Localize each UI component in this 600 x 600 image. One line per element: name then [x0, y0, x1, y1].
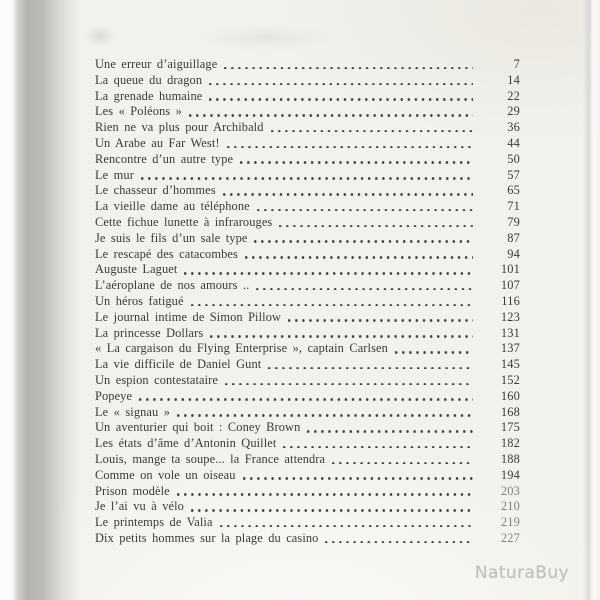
toc-entry-page-number: 137	[500, 341, 520, 356]
toc-entry-page-number: 29	[507, 104, 520, 119]
toc-entry-page-number: 116	[501, 293, 520, 308]
dot-leader	[245, 256, 473, 259]
dot-leader	[332, 462, 473, 465]
toc-entry-page-number: 227	[500, 530, 520, 545]
toc-entry-title: Comme on vole un oiseau	[95, 467, 236, 482]
toc-entry	[95, 357, 520, 373]
toc-entry	[95, 531, 520, 547]
toc-entry	[95, 341, 520, 357]
toc-entry-page-number: 175	[500, 420, 520, 435]
toc-entry-title: Une erreur d’aiguillage	[95, 57, 218, 71]
toc-entry-page-number: 182	[500, 436, 520, 451]
toc-entry	[95, 468, 520, 484]
table-of-contents	[95, 57, 520, 547]
toc-entry-title: Les états d’âme d’Antonin Quillet	[95, 436, 277, 451]
toc-entry-page-number: 194	[500, 467, 520, 482]
dot-leader	[210, 335, 473, 338]
toc-entry-title: Un Arabe au Far West!	[95, 135, 220, 150]
toc-entry-title: Rien ne va plus pour Archibald	[95, 120, 264, 135]
toc-entry	[95, 515, 520, 531]
toc-entry	[95, 436, 520, 452]
dot-leader	[224, 67, 473, 70]
toc-entry	[95, 278, 520, 294]
toc-entry	[95, 262, 520, 278]
naturabuy-watermark: NaturaBuy	[474, 563, 569, 583]
toc-entry	[95, 231, 520, 247]
toc-entry-title: Prison modèle	[95, 483, 170, 498]
dot-leader	[268, 367, 473, 370]
toc-entry	[95, 294, 520, 310]
toc-entry-title: Un héros fatigué	[95, 293, 184, 308]
toc-entry	[95, 183, 520, 199]
dot-leader	[177, 414, 473, 417]
toc-entry	[95, 120, 520, 136]
dot-leader	[223, 193, 473, 196]
toc-entry	[95, 389, 520, 405]
dot-leader	[227, 146, 473, 149]
toc-entry-page-number: 50	[507, 151, 520, 166]
dot-leader	[257, 209, 473, 212]
dot-leader	[141, 177, 473, 180]
toc-entry-title: Le printemps de Valia	[95, 515, 213, 530]
toc-entry	[95, 215, 520, 231]
toc-entry-page-number: 131	[500, 325, 520, 340]
toc-entry	[95, 57, 520, 73]
dot-leader	[209, 83, 473, 86]
dot-leader	[191, 304, 473, 307]
toc-entry	[95, 310, 520, 326]
toc-entry	[95, 89, 520, 105]
toc-entry-title: Le « signau »	[95, 404, 171, 419]
toc-entry-page-number: 44	[507, 135, 520, 150]
toc-entry	[95, 499, 520, 515]
toc-entry-title: Le chasseur d’hommes	[95, 183, 216, 198]
toc-entry-title: Le journal intime de Simon Pillow	[95, 309, 282, 324]
dot-leader	[220, 525, 473, 528]
dot-leader	[243, 477, 474, 480]
dot-leader	[325, 541, 473, 544]
toc-entry-page-number: 123	[500, 309, 520, 324]
toc-entry-title: Louis, mange ta soupe... la France attendra	[95, 451, 326, 466]
toc-entry-title: Je suis le fils d’un sale type	[95, 230, 248, 245]
toc-entry-title: Popeye	[95, 388, 133, 403]
toc-entry	[95, 199, 520, 215]
toc-entry-page-number: 87	[507, 230, 520, 245]
toc-entry-page-number: 57	[507, 167, 520, 182]
dot-leader	[271, 130, 473, 133]
toc-entry-title: La queue du dragon	[95, 72, 203, 87]
toc-entry-page-number: 94	[507, 246, 520, 261]
toc-entry	[95, 420, 520, 436]
dot-leader	[184, 272, 473, 275]
toc-entry-title: Cette fichue lunette à infrarouges	[95, 214, 273, 229]
toc-entry-title: La vieille dame au téléphone	[95, 199, 250, 214]
toc-entry-title: L’aéroplane de nos amours ..	[95, 278, 250, 293]
toc-entry	[95, 247, 520, 263]
toc-entry-page-number: 36	[507, 120, 520, 135]
toc-entry-title: « La cargaison du Flying Enterprise », captain Carlsen	[95, 341, 388, 356]
toc-entry-page-number: 7	[513, 57, 520, 71]
toc-entry-page-number: 71	[507, 199, 520, 214]
dot-leader	[189, 114, 473, 117]
dot-leader	[209, 98, 473, 101]
dot-leader	[225, 383, 473, 386]
toc-entry-page-number: 14	[507, 72, 520, 87]
dot-leader	[240, 161, 473, 164]
toc-entry-title: Auguste Laguet	[95, 262, 178, 277]
toc-entry-title: Un espion contestataire	[95, 372, 218, 387]
toc-entry	[95, 405, 520, 421]
toc-entry	[95, 484, 520, 500]
toc-entry-page-number: 203	[500, 483, 520, 498]
toc-entry-title: Un aventurier qui boit : Coney Brown	[95, 420, 301, 435]
toc-entry-page-number: 168	[500, 404, 520, 419]
toc-entry-page-number: 22	[507, 88, 520, 103]
toc-entry-page-number: 101	[500, 262, 520, 277]
toc-entry-page-number: 79	[507, 214, 520, 229]
toc-entry-title: La princesse Dollars	[95, 325, 204, 340]
toc-entry	[95, 136, 520, 152]
toc-entry-title: La grenade humaine	[95, 88, 203, 103]
toc-entry	[95, 104, 520, 120]
toc-entry	[95, 452, 520, 468]
dot-leader	[307, 430, 473, 433]
toc-entry-title: Le rescapé des catacombes	[95, 246, 238, 261]
dot-leader	[191, 509, 473, 512]
toc-entry-title: Les « Poléons »	[95, 104, 182, 119]
toc-entry	[95, 152, 520, 168]
toc-entry-title: La vie difficile de Daniel Gunt	[95, 357, 262, 372]
toc-entry-page-number: 152	[500, 372, 520, 387]
dot-leader	[256, 288, 473, 291]
toc-entry	[95, 73, 520, 89]
toc-entry-title: Le mur	[95, 167, 134, 182]
dot-leader	[288, 319, 473, 322]
dot-leader	[395, 351, 473, 354]
toc-entry-page-number: 160	[500, 388, 520, 403]
dot-leader	[177, 493, 473, 496]
toc-entry-page-number: 145	[500, 357, 520, 372]
toc-entry	[95, 168, 520, 184]
toc-entry-page-number: 188	[500, 451, 520, 466]
toc-entry	[95, 373, 520, 389]
toc-entry-title: Rencontre d’un autre type	[95, 151, 234, 166]
toc-entry	[95, 326, 520, 342]
toc-entry-page-number: 219	[500, 515, 520, 530]
dot-leader	[254, 240, 473, 243]
toc-entry-title: Je l’ai vu à vélo	[95, 499, 184, 514]
dot-leader	[139, 398, 473, 401]
dot-leader	[283, 446, 473, 449]
toc-entry-page-number: 107	[500, 278, 520, 293]
dot-leader	[279, 225, 473, 228]
toc-entry-page-number: 65	[507, 183, 520, 198]
toc-entry-title: Dix petits hommes sur la plage du casino	[95, 530, 319, 545]
toc-entry-page-number: 210	[500, 499, 520, 514]
